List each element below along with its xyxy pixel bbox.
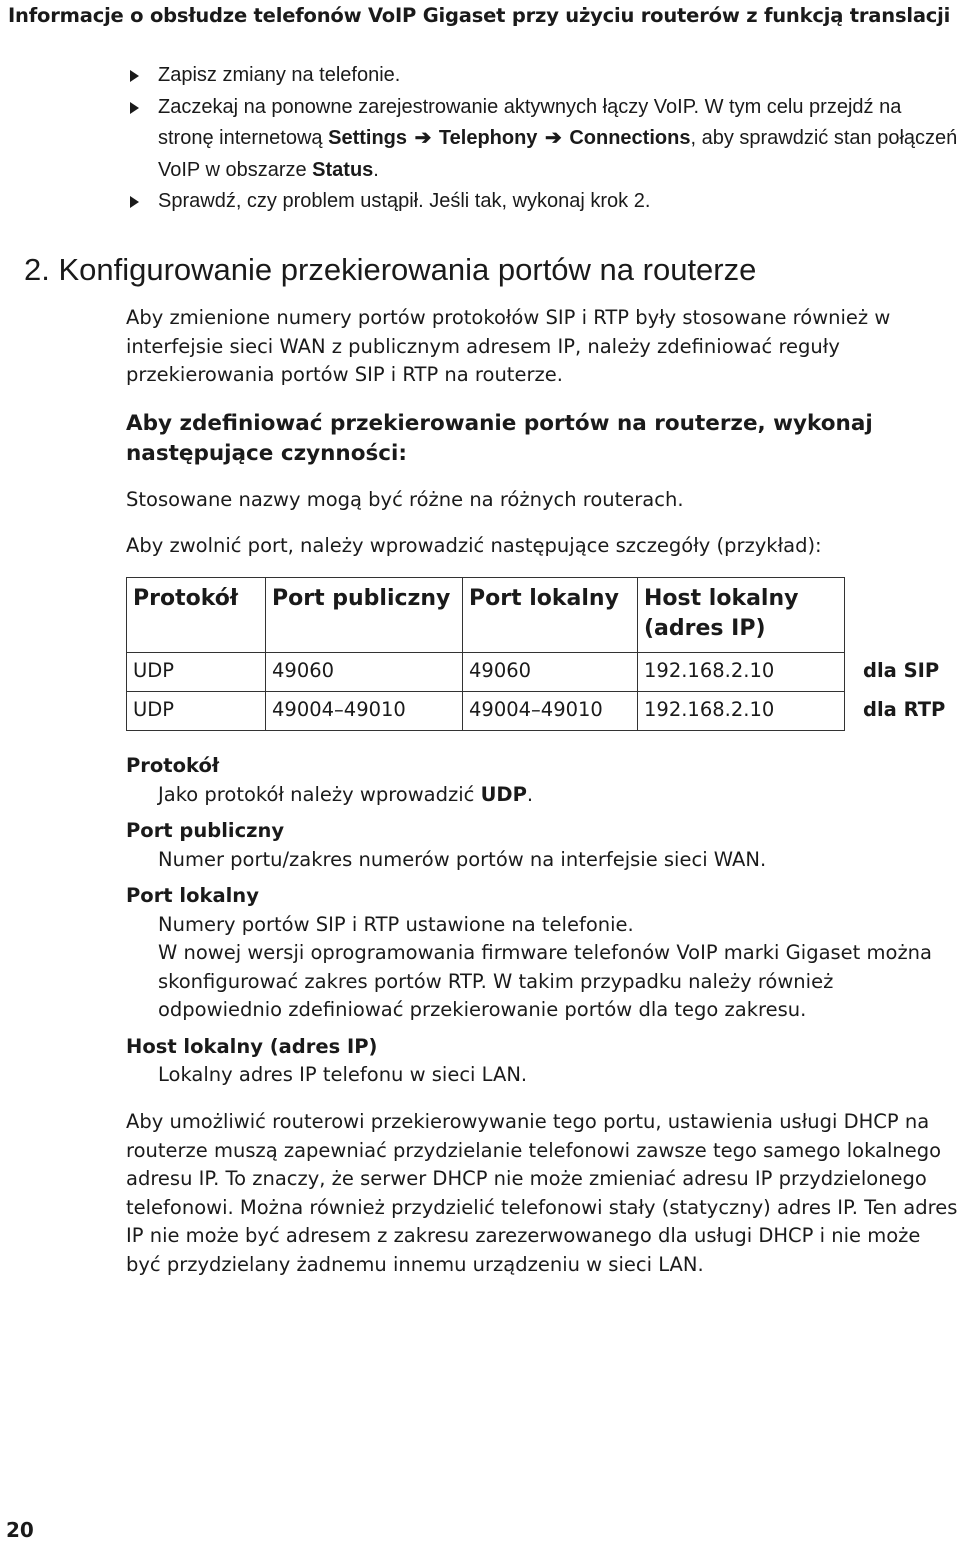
step-text: Sprawdź, czy problem ustąpił. Jeśli tak, wykonaj krok 2. [158, 190, 651, 212]
step-text: . [373, 158, 379, 181]
step-item [124, 92, 960, 187]
definition-list [126, 752, 960, 1090]
table-note-cell [845, 578, 952, 653]
section-title: 2. Konfigurowanie przekierowania portów na routerze [24, 252, 757, 287]
step-item [124, 60, 960, 92]
triangle-bullet-icon [130, 196, 139, 208]
definition-term: Port publiczny [126, 819, 285, 842]
definition-term: Port lokalny [126, 884, 259, 907]
table-header-cell: Port publiczny [266, 578, 463, 653]
definition-text: . [526, 782, 534, 806]
arrow-right-icon: ➔ [545, 127, 562, 149]
menu-path-connections: Connections [569, 127, 691, 149]
paragraph-intro: Aby zmienione numery portów protokołów SIP i RTP były stosowane również w interfejsie sieci WAN z publicznym adresem IP, należy zdefiniować reguły przekierowania portów SIP i RTP na routerze. [126, 306, 891, 386]
table-cell: 49004–49010 [266, 692, 463, 731]
definition-desc: Numery portów SIP i RTP ustawione na telefonie. [158, 912, 634, 936]
table-header-cell: Host lokalny (adres IP) [638, 578, 845, 653]
table-cell: 192.168.2.10 [638, 692, 845, 731]
table-cell: 49060 [266, 653, 463, 692]
definition-text: Jako protokół należy wprowadzić [158, 782, 481, 806]
table-cell: 49004–49010 [463, 692, 638, 731]
running-header: Informacje o obsłudze telefonów VoIP Gigaset przy użyciu routerów z funkcją translacji [8, 4, 951, 27]
definition-desc [126, 781, 960, 810]
table-row-note: dla RTP [863, 697, 946, 721]
table-row-note: dla SIP [863, 658, 940, 682]
port-forwarding-table [126, 577, 952, 731]
definition-term: Host lokalny (adres IP) [126, 1034, 378, 1058]
menu-path-status: Status [312, 158, 374, 181]
table-header-row [127, 578, 952, 653]
table-cell: UDP [127, 653, 266, 692]
step-list [124, 60, 960, 218]
page-number: 20 [6, 1518, 34, 1542]
definition-desc: Lokalny adres IP telefonu w sieci LAN. [158, 1063, 528, 1086]
step-item [124, 186, 960, 218]
triangle-bullet-icon [130, 70, 139, 82]
paragraph-dhcp: Aby umożliwić routerowi przekierowywanie tego portu, ustawienia usługi DHCP na routerze muszą zapewniać przydzielanie telefonowi zawsze tego samego lokalnego adresu IP. To znaczy, że serwer DHCP nie może zmieniać adresu IP przydzielonego telefonowi. Można również przydzielić telefonowi stały (statyczny) adres IP. Ten adres IP nie może być adresem z zakresu zarezerwowanego dla usługi DHCP i nie może być przydzielany żadnemu innemu urządzeniu w sieci LAN. [126, 1110, 958, 1276]
step-text: , aby sprawdzić stan połączeń VoIP w obszarze [158, 127, 958, 181]
step-text: Zaczekaj na ponowne zarejestrowanie aktywnych łączy VoIP. W tym celu przejdź na stronę internetową [158, 95, 902, 149]
definition-term: Protokół [126, 754, 220, 777]
menu-path-settings: Settings [328, 127, 408, 149]
paragraph-note: Stosowane nazwy mogą być różne na różnych routerach. [126, 488, 684, 511]
table-header-cell: Port lokalny [463, 578, 638, 653]
table-header-cell: Protokół [127, 578, 266, 653]
table-row [127, 653, 952, 692]
table-cell: UDP [127, 692, 266, 731]
arrow-right-icon: ➔ [414, 127, 432, 149]
triangle-bullet-icon [130, 102, 139, 114]
definition-desc: W nowej wersji oprogramowania firmware telefonów VoIP marki Gigaset można skonfigurować zakres portów RTP. W takim przypadku należy również odpowiednio zdefiniować przekierowanie portów dla tego zakresu. [158, 941, 932, 1021]
menu-path-telephony: Telephony [438, 127, 538, 149]
table-cell: 49060 [463, 653, 638, 692]
paragraph-example-intro: Aby zwolnić port, należy wprowadzić następujące szczegóły (przykład): [126, 534, 822, 557]
table-cell: 192.168.2.10 [638, 653, 845, 692]
table-row [127, 692, 952, 731]
paragraph-instruction-heading: Aby zdefiniować przekierowanie portów na routerze, wykonaj następujące czynności: [126, 411, 873, 466]
step-text: Zapisz zmiany na telefonie. [158, 64, 401, 86]
definition-value: UDP [480, 782, 527, 806]
definition-desc: Numer portu/zakres numerów portów na interfejsie sieci WAN. [158, 847, 767, 871]
